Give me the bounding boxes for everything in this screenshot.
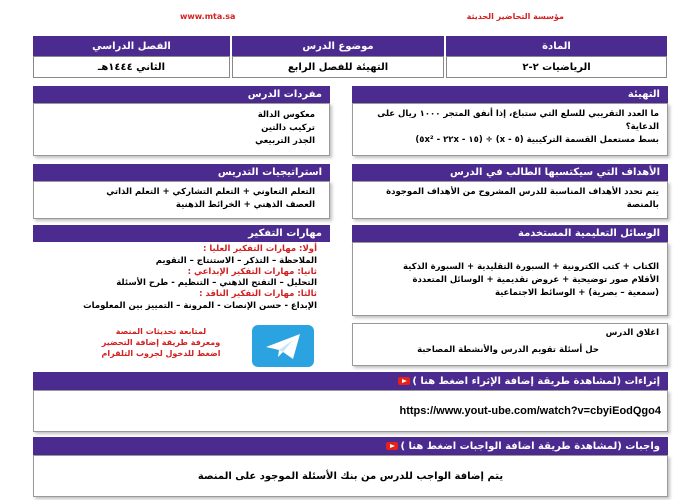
homework-title[interactable]: واجبات (لمشاهدة طريقة اضافة الواجبات اضغط هنا ) bbox=[400, 440, 660, 452]
warmup-question: ما العدد التقريبي للسلع التي ستباع، إذا أنفق المتجر ١٠٠٠ ريال على الدعاية؟ bbox=[377, 109, 659, 132]
vocabulary-title: مفردات الدرس bbox=[33, 86, 330, 103]
subject-header: المادة bbox=[446, 36, 667, 56]
strategies-line: العصف الذهني + الخرائط الذهنية bbox=[175, 200, 315, 210]
homework-title-bar[interactable] bbox=[33, 437, 668, 455]
website-url[interactable]: www.mta.sa bbox=[180, 12, 236, 21]
enrichment-box bbox=[33, 390, 668, 432]
objectives-text: يتم تحدد الأهداف المناسبة للدرس المشروح من الأهداف الموجودة بالمنصة bbox=[386, 187, 659, 210]
organization-name: مؤسسة التحاضير الحديثة bbox=[466, 12, 564, 21]
youtube-icon[interactable] bbox=[386, 442, 398, 450]
subject-value: الرياضيات ٢-٢ bbox=[446, 56, 667, 78]
thinking-line: الإبداع - حسن الإنصات - المرونة – التمييز بين المعلومات bbox=[83, 300, 317, 311]
warmup-box bbox=[352, 103, 668, 156]
thinking-line: الملاحظة – التذكر – الاستنتاج – التقويم bbox=[155, 255, 317, 266]
vocabulary-item: تركيب دالتين bbox=[261, 123, 315, 133]
vocabulary-box bbox=[33, 103, 330, 156]
thinking-heading: أولا: مهارات التفكير العليا : bbox=[202, 244, 317, 254]
closure-title: اغلاق الدرس bbox=[605, 328, 659, 338]
resources-line: الأقلام صور توضيحية + عروض تقديمية + الوسائل المتعددة bbox=[412, 275, 659, 285]
topic-value: التهيئة للفصل الرابع bbox=[232, 56, 444, 78]
homework-box bbox=[33, 455, 668, 497]
vocabulary-item: معكوس الدالة bbox=[257, 110, 315, 120]
telegram-icon bbox=[252, 325, 314, 367]
closure-box bbox=[352, 323, 668, 366]
strategies-line: التعلم التعاوني + التعلم التشاركي + التعلم الذاتي bbox=[106, 187, 315, 197]
resources-box bbox=[352, 242, 668, 316]
homework-text: يتم إضافة الواجب للدرس من بنك الأسئلة الموجود على المنصة bbox=[197, 470, 504, 482]
warmup-simplify: بسط مستعمل القسمة التركيبية (٥ - x) ÷ (١٥ - ٢٢x - ٥x²) bbox=[415, 135, 659, 145]
resources-line: (سمعية – بصرية) + الوسائط الاجتماعية bbox=[494, 288, 659, 298]
telegram-text[interactable] bbox=[78, 326, 244, 359]
enrichment-title[interactable]: إثراءات (لمشاهدة طريقة إضافة الإثراء اضغط هنا ) bbox=[412, 375, 660, 387]
thinking-title: مهارات التفكير bbox=[33, 225, 330, 242]
term-header: الفصل الدراسي bbox=[33, 36, 230, 56]
telegram-button[interactable] bbox=[252, 325, 314, 367]
resources-title: الوسائل التعليمية المستخدمة bbox=[352, 225, 668, 242]
resources-line: الكتاب + كتب الكترونية + السبورة التقليدية + السبورة الذكية bbox=[403, 262, 659, 272]
vocabulary-item: الجذر التربيعي bbox=[255, 136, 315, 146]
closure-text: حل أسئلة تقويم الدرس والأنشطة المصاحبة bbox=[417, 345, 599, 355]
telegram-line: اضغط للدخول لجروب التلقرام bbox=[101, 349, 221, 358]
thinking-box bbox=[33, 242, 330, 318]
enrichment-link[interactable]: https://www.yout-ube.com/watch?v=cbyiEodQgo4 bbox=[399, 405, 661, 417]
telegram-line: ومعرفة طريقة إضافة التحضير bbox=[101, 338, 221, 347]
strategies-title: استراتيجيات التدريس bbox=[33, 164, 330, 181]
thinking-heading: ثانيا: مهارات التفكير الإبداعي : bbox=[187, 266, 317, 277]
topic-header: موضوع الدرس bbox=[232, 36, 444, 56]
objectives-title: الأهداف التي سيكتسبها الطالب في الدرس bbox=[352, 164, 668, 181]
term-value: الثاني ١٤٤٤هـ bbox=[33, 56, 230, 78]
thinking-line: التحليل – التفتح الذهني – التنظيم - طرح الأسئلة bbox=[116, 278, 317, 288]
telegram-line: لمتابعة تحديثات المنصة bbox=[115, 327, 207, 336]
objectives-box bbox=[352, 181, 668, 219]
enrichment-title-bar[interactable] bbox=[33, 372, 668, 390]
thinking-heading: ثالثا: مهارات التفكير الناقد : bbox=[199, 289, 317, 299]
youtube-icon[interactable] bbox=[398, 377, 410, 385]
strategies-box bbox=[33, 181, 330, 219]
warmup-title: التهيئة bbox=[352, 86, 668, 103]
